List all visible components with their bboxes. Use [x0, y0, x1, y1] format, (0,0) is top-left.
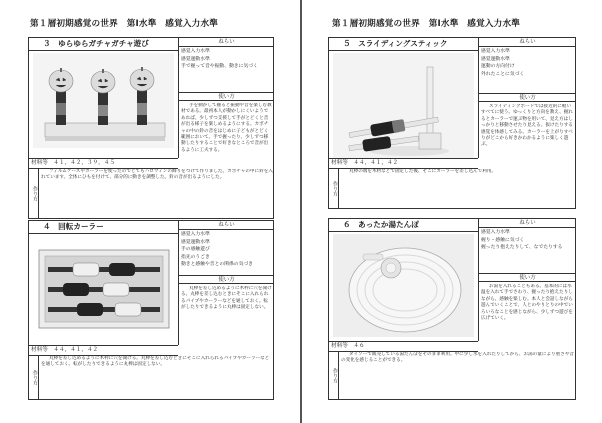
howto-text: 手を動かして握ると振動や音を楽しむ教材である。最初本人が動かしにくいようであれば、少しずつ支援して手がとどくと音が出る様子を楽しめるようにする。カボチャの中の鈴の音をはじめに子どもがとどく範囲において、手で握ったり、少しずつ移動したりすることで好きなところで音が出るように工夫する。 [181, 103, 272, 153]
aims-list [481, 48, 574, 78]
aim-item: 手で握って音や振動、動きに気づく [181, 64, 258, 70]
page-left [0, 0, 300, 423]
product-photo [333, 53, 474, 159]
page-title: 第１層初期感覚の世界 第Ⅰ水準 感覚入力水準 [30, 19, 219, 29]
aim-item: 感覚運動水準 [181, 56, 210, 62]
aim-item: 感覚運動水準 [181, 239, 210, 245]
product-photo [33, 236, 174, 335]
howto-label: 使い方 [179, 92, 274, 101]
materials-line: 材料等 ４４，４１，４２ [29, 345, 178, 356]
aim-item: 握り・感触に気づく [481, 237, 525, 243]
aims-list [181, 48, 272, 71]
aims-label: ねらい [179, 38, 274, 47]
note-label: 作り方 [29, 168, 39, 219]
aims-label: ねらい [179, 221, 274, 230]
page-title: 第１層初期感覚の世界 第Ⅰ水準 感覚入力水準 [332, 19, 521, 29]
note-text: 丸棒を差し込めるように木枠に穴を開ける。丸棒を差し込むときにそこに入れられるパイプやカーラーなどを通しておく。転がしたりできるように丸棒は固定しない。 [41, 356, 270, 368]
info-column [178, 38, 274, 158]
note-label: 作り方 [29, 355, 39, 400]
info-column [178, 221, 274, 345]
product-photo [33, 53, 174, 148]
aims-label: ねらい [479, 38, 576, 47]
note-label: 作り方 [329, 351, 339, 400]
card-6 [328, 218, 576, 400]
aim-item: 感覚入力水準 [481, 49, 510, 54]
page-right [302, 0, 602, 423]
card-heading: ５ スライディングスティック [329, 38, 478, 51]
materials-line: 材料等 ４１，４２，３９，４５ [29, 158, 178, 169]
note-text: フィルムケースやカーラーを使ったのでとてもハロウィンの飾りをつけて作りました。カボチャの中に鈴を入れています。全体にひもを付けて、部分的に動きを調整した。鈴の音が出るようにした。 [41, 169, 273, 181]
aim-item: 外れたことに気づく [481, 71, 525, 77]
howto-label: 使い方 [479, 93, 576, 102]
materials-line: 材料等 ４４，４１，４２ [329, 158, 478, 169]
aim-item: 感覚運動水準 [481, 56, 510, 62]
note-text: ダイソーで販売している湯たんぽをそのまま利用。中に少し水を入れたりしてから、お湯の量により重さや音の変化を感じることができる。 [341, 352, 575, 364]
aim-item: 感覚入力水準 [181, 49, 210, 54]
howto-label: 使い方 [479, 273, 576, 282]
card-3 [28, 37, 274, 219]
aim-item: 感覚入力水準 [481, 230, 510, 235]
product-photo [333, 234, 474, 337]
card-heading: ３ ゆらゆらガチャガチャ遊び [29, 38, 178, 51]
aim-item: 手の感触遊び [181, 247, 210, 253]
aims-list [181, 231, 272, 269]
info-column [478, 38, 576, 158]
aim-item: 動きと感触や音との関係の気づき [181, 262, 253, 268]
note-text: 丸棒の端を木材などで固定した後、そこにカーラーを差し込んで利用。 [349, 169, 497, 174]
card-4 [28, 220, 274, 400]
howto-text: お湯を入れることもある。基本的には水温を入れて手でさわり、握ったり抱えたりしながら、感触を楽しむ。本人と会話しながら遊んでいくことで、人とのやりとりの中でいろいろなことを感じながら、少しずつ遊びを広げていく。 [481, 284, 573, 322]
aim-item: 握ったり抱えたりして、なでたりする [481, 245, 563, 251]
howto-text: スライディングボードでは接近的に軽いすべてに使う。ゆっくりと方向を教え、握れるとカーラーで運ぶ物を用いて、見え方はしっかりと移動させたり見える。抜けたりする感覚を体感してみる。カーラーを上がりすべりがどこから好きかわかるように楽しく遊ぶ。 [481, 104, 574, 148]
howto-text: 丸棒を差し込めるように木枠に穴を開ける。丸棒を差し込むときにそこに入れられるパイプやカーラーなどを通しておく。転がしたりできるように丸棒は固定しない。 [181, 286, 272, 311]
card-5 [328, 37, 576, 209]
aim-item: 指先のうごき [181, 254, 210, 260]
materials-line: 材料等 ４６ [329, 341, 478, 352]
howto-label: 使い方 [179, 275, 274, 284]
aims-label: ねらい [479, 219, 576, 228]
aim-item: 運動の方向付け [481, 64, 515, 70]
note-label: 作り方 [329, 168, 339, 209]
aim-item: 感覚入力水準 [181, 232, 210, 237]
aims-list [481, 229, 574, 252]
info-column [478, 219, 576, 341]
card-heading: ６ あったか湯たんぽ [329, 219, 478, 232]
card-heading: ４ 回転カーラー [29, 221, 178, 234]
